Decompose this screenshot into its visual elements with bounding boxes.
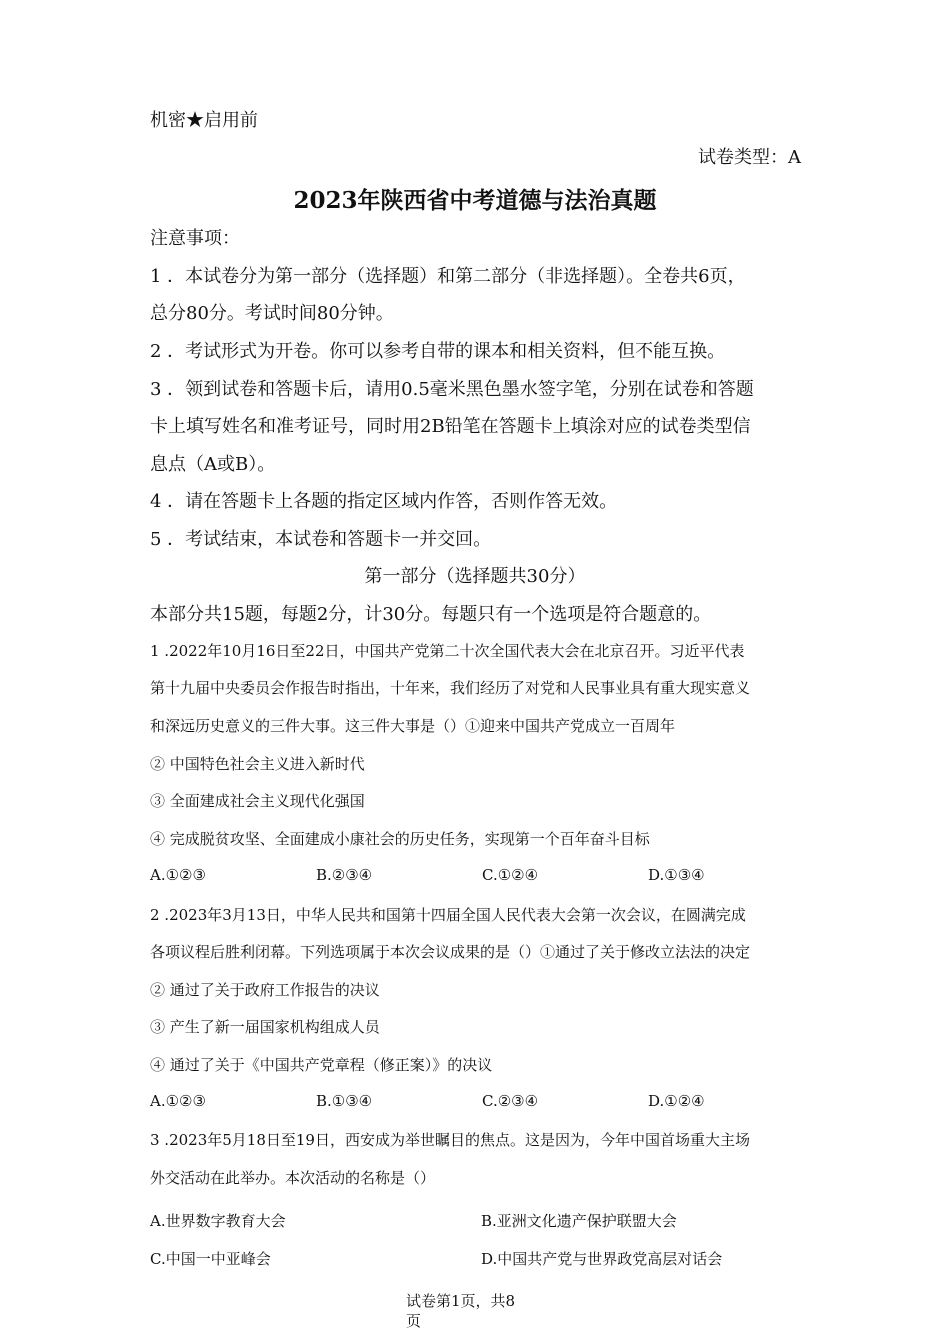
note-line: 卡上填写姓名和准考证号，同时用2B铅笔在答题卡上填涂对应的试卷类型信 <box>150 416 751 437</box>
option-b: B.②③④ <box>316 866 373 884</box>
note-line: 3 ．领到试卷和答题卡后，请用0.5毫米黑色墨水签字笔，分别在试卷和答题 <box>150 379 754 400</box>
option-d: D.①③④ <box>648 866 705 884</box>
question-line: ④ 通过了关于《中国共产党章程（修正案）》的决议 <box>150 1056 493 1074</box>
option-c: C.②③④ <box>482 1092 539 1110</box>
question-line: 1 .2022年10月16日至22日，中国共产党第二十次全国代表大会在北京召开。习近平代表 <box>150 642 745 660</box>
paper-type-label: 试卷类型：A <box>698 147 801 168</box>
option-a: A.①②③ <box>150 1092 206 1110</box>
option-a: A.世界数字教育大会 <box>150 1212 286 1230</box>
question-line: 3 .2023年5月18日至19日，西安成为举世瞩目的焦点。这是因为，今年中国首场重大主场 <box>150 1131 750 1149</box>
question-line: ④ 完成脱贫攻坚、全面建成小康社会的历史任务，实现第一个百年奋斗目标 <box>150 830 650 848</box>
option-c: C.①②④ <box>482 866 539 884</box>
question-line: ② 通过了关于政府工作报告的决议 <box>150 981 380 999</box>
question-line: 第十九届中央委员会作报告时指出，十年来，我们经历了对党和人民事业具有重大现实意义 <box>150 679 751 697</box>
question-line: 2 .2023年3月13日，中华人民共和国第十四届全国人民代表大会第一次会议，在圆满完成 <box>150 906 746 924</box>
question-line: 和深远历史意义的三件大事。这三件大事是（）①迎来中国共产党成立一百周年 <box>150 717 676 735</box>
question-line: ③ 全面建成社会主义现代化强国 <box>150 792 365 810</box>
option-b: B.①③④ <box>316 1092 373 1110</box>
note-line: 总分80分。考试时间80分钟。 <box>150 303 394 324</box>
question-line: ② 中国特色社会主义进入新时代 <box>150 755 365 773</box>
option-b: B.亚洲文化遗产保护联盟大会 <box>481 1212 677 1230</box>
option-c: C.中国一中亚峰会 <box>150 1250 271 1268</box>
option-d: D.中国共产党与世界政党高层对话会 <box>481 1250 723 1268</box>
notes-heading: 注意事项： <box>150 228 240 249</box>
note-line: 5 ．考试结束，本试卷和答题卡一并交回。 <box>150 529 492 550</box>
part1-heading: 第一部分（选择题共30分） <box>364 566 586 587</box>
page-title: 2023年陕西省中考道德与法治真题 <box>293 187 657 214</box>
note-line: 1 ．本试卷分为第一部分（选择题）和第二部分（非选择题）。全卷共6页， <box>150 266 746 287</box>
option-d: D.①②④ <box>648 1092 705 1110</box>
page-footer-line2: 页 <box>406 1312 422 1330</box>
note-line: 息点（A或B）。 <box>150 454 276 475</box>
note-line: 4 ．请在答题卡上各题的指定区域内作答，否则作答无效。 <box>150 491 618 512</box>
page-footer-line1: 试卷第1页，共8 <box>406 1292 516 1310</box>
note-line: 2 ．考试形式为开卷。你可以参考自带的课本和相关资料，但不能互换。 <box>150 341 726 362</box>
part1-intro: 本部分共15题，每题2分，计30分。每题只有一个选项是符合题意的。 <box>150 604 712 625</box>
confidential-label: 机密★启用前 <box>150 110 258 131</box>
question-line: ③ 产生了新一届国家机构组成人员 <box>150 1018 380 1036</box>
question-line: 外交活动在此举办。本次活动的名称是（） <box>150 1169 436 1187</box>
question-line: 各项议程后胜利闭幕。下列选项属于本次会议成果的是（）①通过了关于修改立法法的决定 <box>150 943 751 961</box>
option-a: A.①②③ <box>150 866 206 884</box>
